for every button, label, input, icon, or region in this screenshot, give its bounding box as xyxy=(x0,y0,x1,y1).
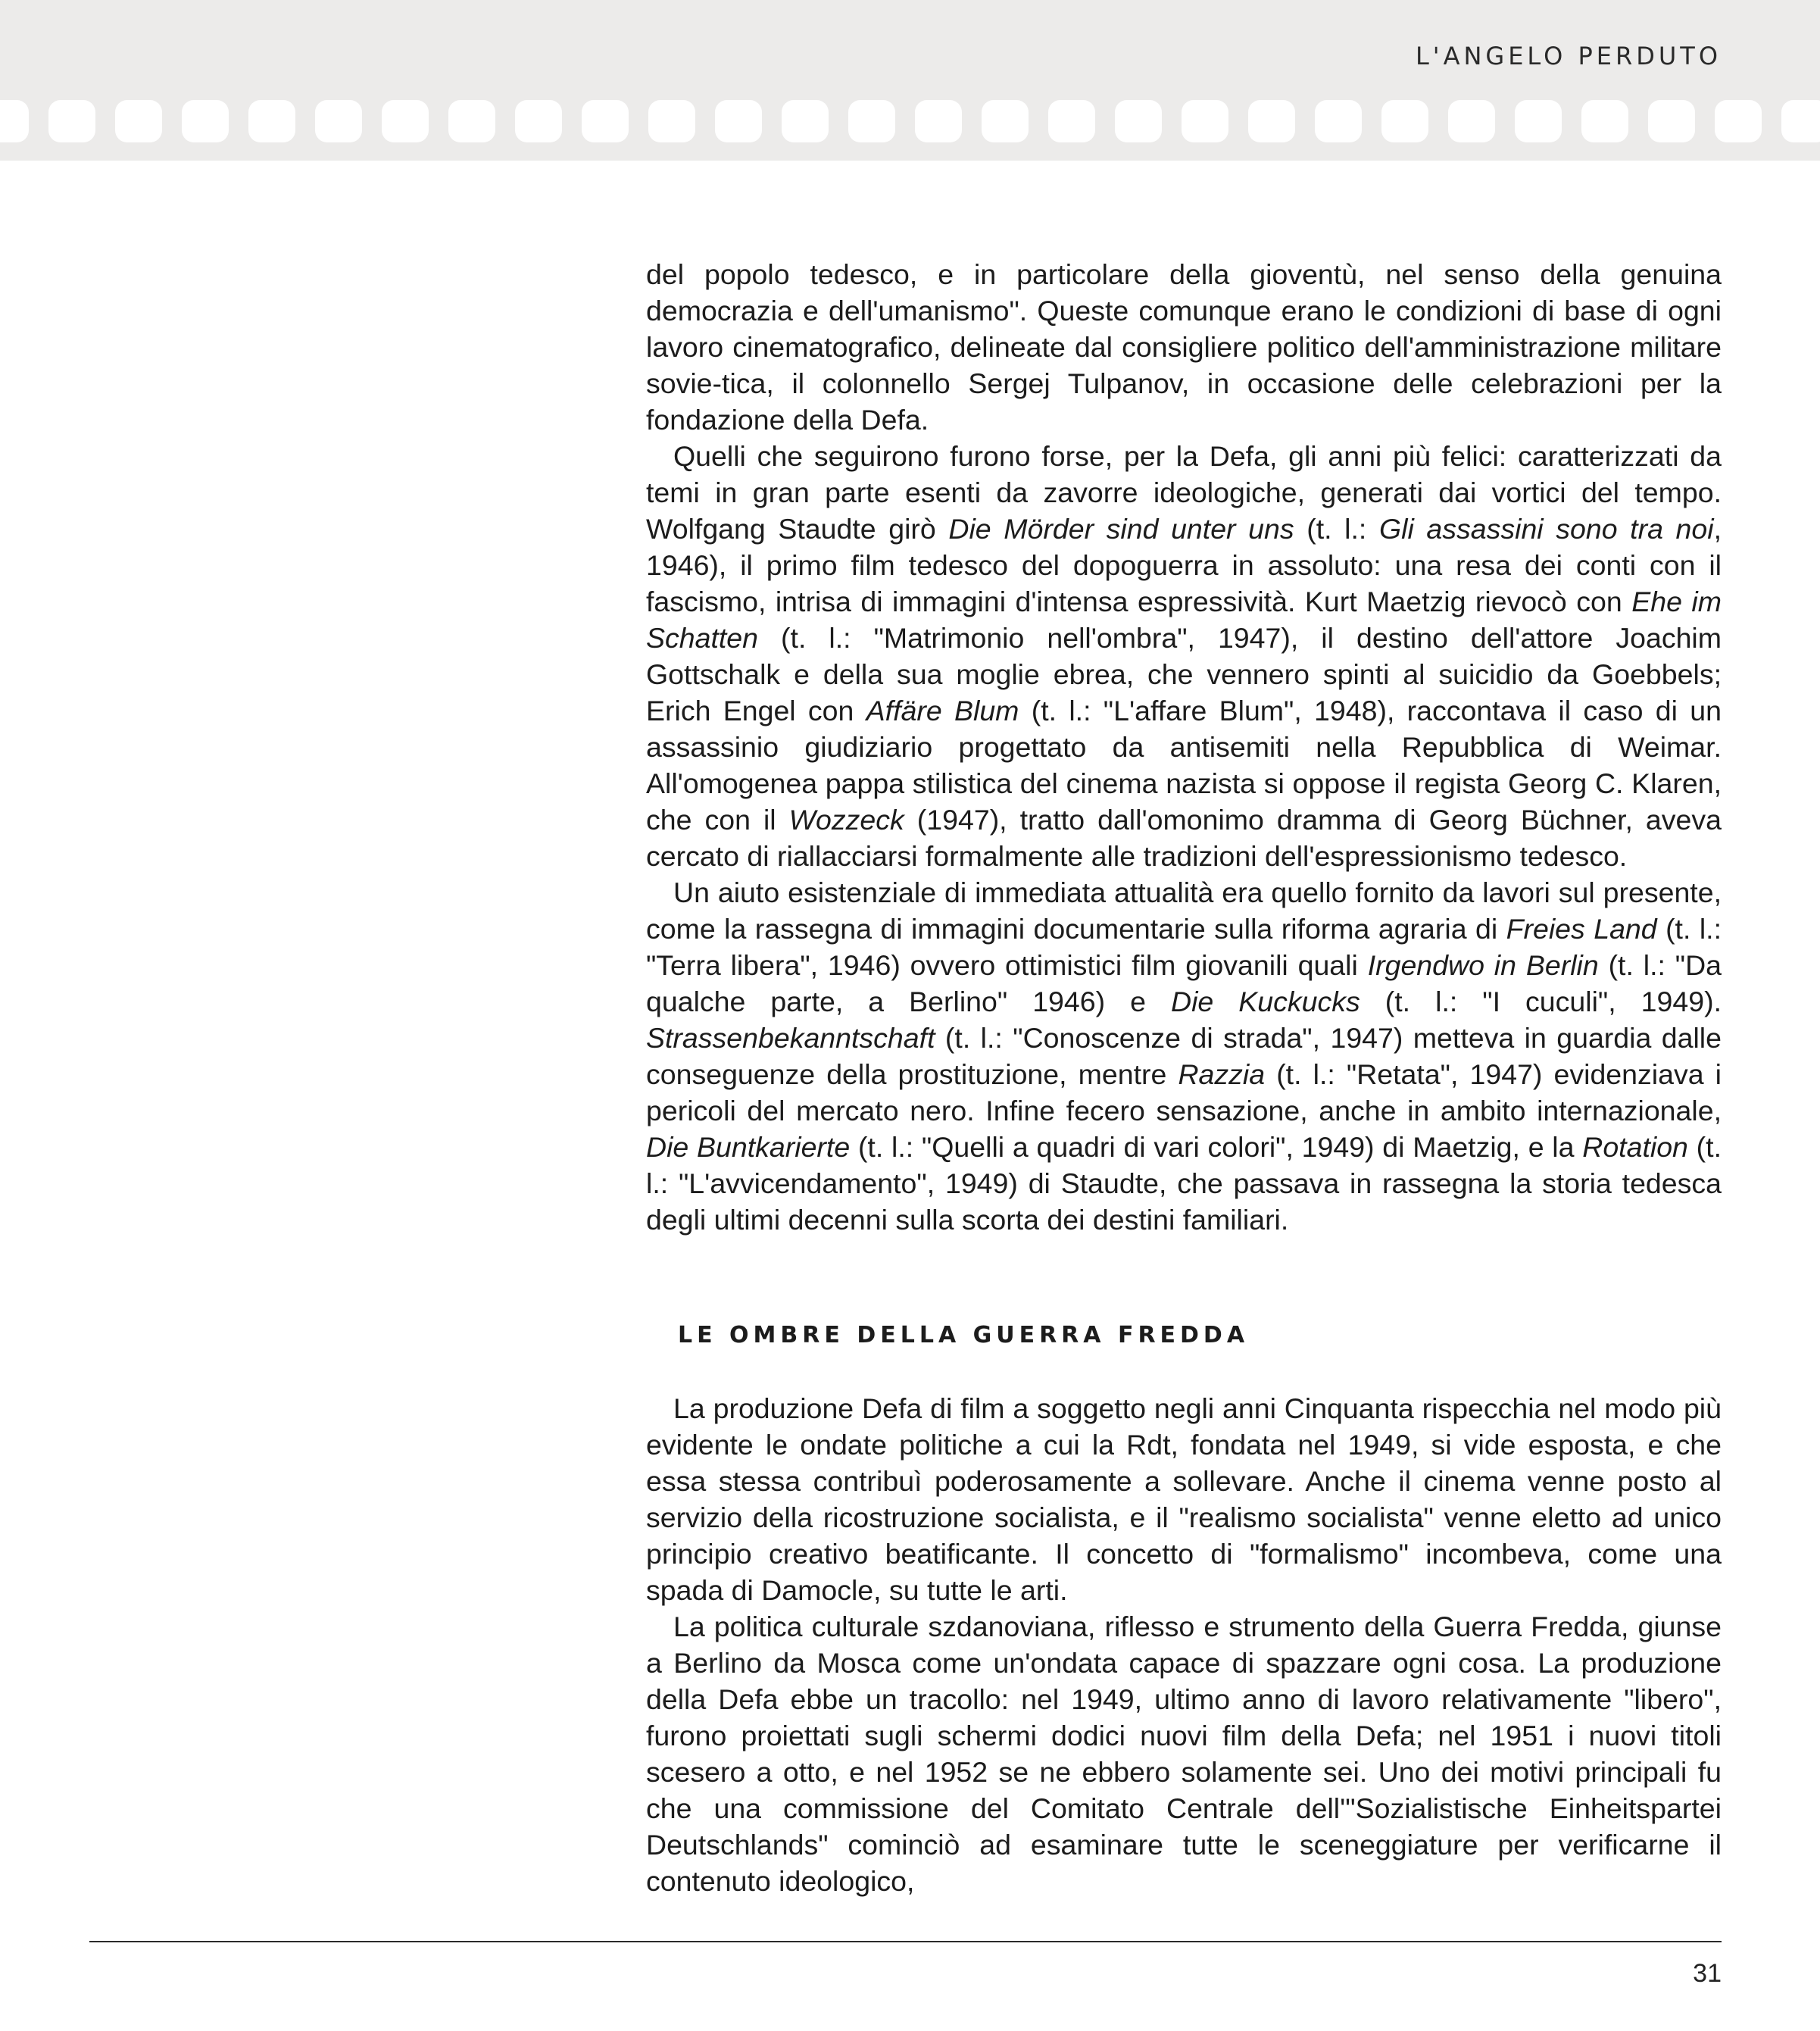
film-perforation xyxy=(715,100,762,142)
film-perforation xyxy=(248,100,295,142)
film-perforation xyxy=(915,100,962,142)
film-title: Irgendwo in Berlin xyxy=(1367,949,1599,981)
intro-paragraph-3: Un aiuto esistenziale di immediata attualità era quello fornito da lavori sul presente, come la rassegna di immagini documentarie sulla riforma agraria di Freies Land (t. l.: "Terra libera", 1946) ovvero ottimistici film giovanili quali Irgendwo in Berlin (t. l.: "Da qualche parte, a Berlino" 1946) e Die Kuckucks (t. l.: "I cuculi", 1949). Strassenbekanntschaft (t. l.: "Conoscenze di strada", 1947) metteva in guardia dalle conseguenze della prostituzione, mentre Razzia (t. l.: "Retata", 1947) evidenziava i pericoli del mercato nero. Infine fecero sensazione, anche in ambito internazionale, Die Buntkarierte (t. l.: "Quelli a quadri di vari colori", 1949) di Maetzig, e la Rotation (t. l.: "L'avvicendamento", 1949) di Staudte, che passava in rassegna la storia tedesca degli ultimi decenni sulla scorta dei destini familiari. xyxy=(646,876,1722,1236)
film-title: Freies Land xyxy=(1506,913,1657,945)
film-title: Die Buntkarierte xyxy=(646,1131,851,1163)
film-perforation xyxy=(582,100,629,142)
film-perforation xyxy=(1648,100,1695,142)
film-perforation xyxy=(848,100,895,142)
film-perforation xyxy=(648,100,695,142)
film-perforation xyxy=(1448,100,1495,142)
film-perforation xyxy=(315,100,362,142)
intro-paragraph-1: del popolo tedesco, e in particolare della gioventù, nel senso della genuina democrazia e dell'umanismo". Queste comunque erano le condizioni di base di ogni lavoro cinematografico, delineate dal consigliere politico dell'amministrazione militare sovie-tica, il colonnello Sergej Tulpanov, in occasione delle celebrazioni per la fondazione della Defa. xyxy=(646,258,1722,436)
film-title: Die Kuckucks xyxy=(1171,986,1360,1017)
film-perforation xyxy=(382,100,429,142)
film-perforation xyxy=(1381,100,1428,142)
film-title: Gli assassini sono tra noi xyxy=(1378,513,1714,545)
film-perforation xyxy=(48,100,95,142)
intro-text-block xyxy=(646,256,1722,1238)
film-title: Wozzeck xyxy=(788,804,904,836)
film-perforation xyxy=(1715,100,1762,142)
film-strip-decoration xyxy=(0,100,1820,142)
header-band xyxy=(0,0,1820,161)
page-number: 31 xyxy=(1693,1959,1722,1988)
film-perforation xyxy=(982,100,1029,142)
film-perforation xyxy=(182,100,229,142)
film-perforation xyxy=(1115,100,1162,142)
section-text-block xyxy=(646,1390,1722,1899)
film-title: Razzia xyxy=(1178,1058,1266,1090)
film-title: Die Mörder sind unter uns xyxy=(948,513,1294,545)
film-title: Rotation xyxy=(1582,1131,1688,1163)
film-perforation xyxy=(448,100,495,142)
film-perforation xyxy=(1781,100,1820,142)
film-title: Ehe im Schatten xyxy=(646,586,1722,654)
film-perforation xyxy=(1315,100,1362,142)
film-perforation xyxy=(1182,100,1228,142)
film-title: Affäre Blum xyxy=(866,695,1019,726)
film-perforation xyxy=(115,100,162,142)
running-title: L'ANGELO PERDUTO xyxy=(1415,42,1722,70)
film-perforation xyxy=(1515,100,1562,142)
section-heading: LE OMBRE DELLA GUERRA FREDDA xyxy=(678,1322,1250,1348)
film-perforation xyxy=(515,100,562,142)
film-perforation xyxy=(0,100,29,142)
film-perforation xyxy=(1248,100,1295,142)
film-perforation xyxy=(1581,100,1628,142)
intro-paragraph-2: Quelli che seguirono furono forse, per la Defa, gli anni più felici: caratterizzati da temi in gran parte esenti da zavorre ideologiche, generati dai vortici del tempo. Wolfgang Staudte girò Die Mörder sind unter uns (t. l.: Gli assassini sono tra noi, 1946), il primo film tedesco del dopoguerra in assoluto: una resa dei conti con il fascismo, intrisa di immagini d'intensa espressività. Kurt Maetzig rievocò con Ehe im Schatten (t. l.: "Matrimonio nell'ombra", 1947), il destino dell'attore Joachim Gottschalk e della sua moglie ebrea, che vennero spinti al suicidio da Goebbels; Erich Engel con Affäre Blum (t. l.: "L'affare Blum", 1948), raccontava il caso di un assassinio giudiziario progettato da antisemiti nella Repubblica di Weimar. All'omogenea pappa stilistica del cinema nazista si oppose il regista Georg C. Klaren, che con il Wozzeck (1947), tratto dall'omonimo dramma di Georg Büchner, aveva cercato di riallacciarsi formalmente alle tradizioni dell'espressionismo tedesco. xyxy=(646,440,1722,872)
film-title: Strassenbekanntschaft xyxy=(646,1022,935,1054)
footer-rule xyxy=(89,1941,1722,1942)
section-paragraph-1: La produzione Defa di film a soggetto negli anni Cinquanta rispecchia nel modo più evidente le ondate politiche a cui la Rdt, fondata nel 1949, si vide esposta, e che essa stessa contribuì poderosamente a sollevare. Anche il cinema venne posto al servizio della ricostruzione socialista, e il "realismo socialista" venne eletto ad unico principio creativo beatificante. Il concetto di "formalismo" incombeva, come una spada di Damocle, su tutte le arti. xyxy=(646,1392,1722,1606)
section-paragraph-2: La politica culturale szdanoviana, riflesso e strumento della Guerra Fredda, giunse a Berlino da Mosca come un'ondata capace di spazzare ogni cosa. La produzione della Defa ebbe un tracollo: nel 1949, ultimo anno di lavoro relativamente "libero", furono proiettati sugli schermi dodici nuovi film della Defa; nel 1951 i nuovi titoli scesero a otto, e nel 1952 se ne ebbero solamente sei. Uno dei motivi principali fu che una commissione del Comitato Centrale dell'"Sozialistische Einheitspartei Deutschlands" cominciò ad esaminare tutte le sceneggiature per verificarne il contenuto ideologico, xyxy=(646,1611,1722,1897)
film-perforation xyxy=(782,100,829,142)
film-perforation xyxy=(1048,100,1095,142)
